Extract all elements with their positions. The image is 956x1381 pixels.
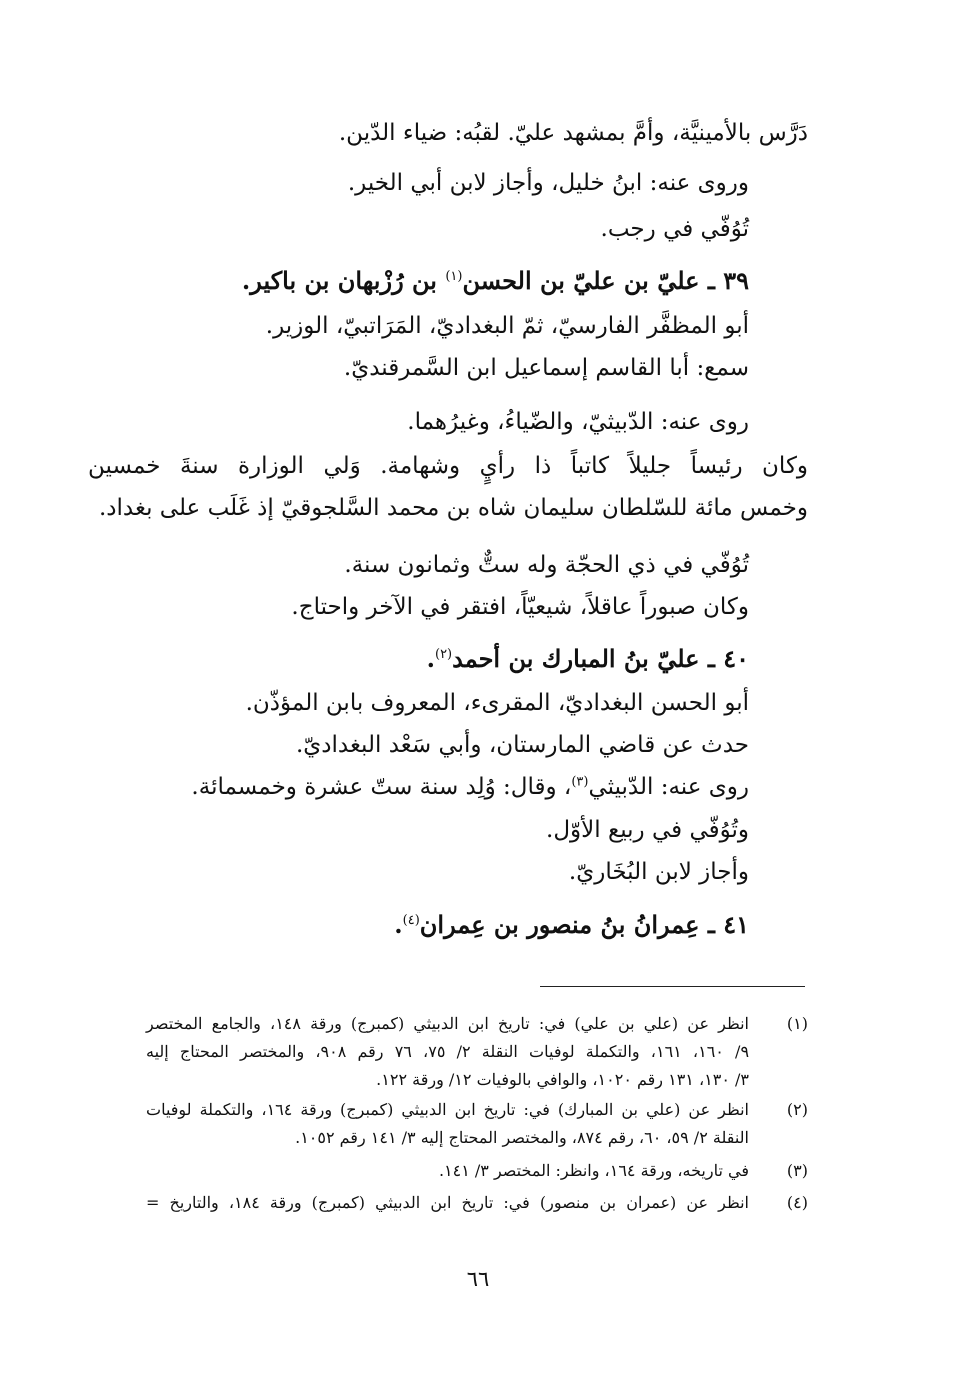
body-line: تُوُفّي في ذي الحجّة وله ستٌّ وثمانون سنة.	[344, 552, 749, 578]
body-line: روى عنه: الدّبيثيّ، والضّياءُ، وغيرُهما.	[407, 409, 749, 435]
body-line: سمع: أبا القاسم إسماعيل ابن السَّمرقنديّ.	[343, 355, 749, 381]
footnote-line: النقلة ٢/ ٥٩، ٦٠، رقم ٨٧٤، والمختصر المحتاج إليه ٣/ ١٤١ رقم ١٠٥٢.	[295, 1128, 749, 1147]
footnote-line: ٣/ ١٣٠، ١٣١ رقم ١٠٢٠، والوافي بالوفيات ١٢/ ورقة ١٢٢.	[376, 1070, 749, 1089]
footnote-line: انظر عن (عمران بن منصور) في: تاريخ ابن الدبيثي (كمبرج) ورقة ١٨٤، والتاريخ =	[146, 1193, 750, 1212]
body-line: وكان رئيساً جليلاً كاتباً ذا رأيٍ وشهامة. وَلي الوزارة سنةَ خمسين	[88, 453, 808, 479]
footnote-divider	[540, 986, 805, 987]
body-line: وتُوُفّي في ربيع الأوّل.	[546, 817, 749, 843]
body-line: وأجاز لابن البُخَاريّ.	[568, 859, 749, 885]
page-number: ٦٦	[466, 1267, 490, 1291]
footnote-line: ٩/ ١٦٠، ١٦١، والتكملة لوفيات النقلة ٢/ ٧٥، ٧٦ رقم ٩٠٨، والمختصر المحتاج إليه	[146, 1042, 750, 1061]
footnote-number: (٣)	[786, 1161, 808, 1180]
body-line: وخمس مائة للسّلطان سليمان شاه بن محمد السَّلجوقيّ إذ غَلَب على بغداد.	[98, 495, 808, 521]
entry-heading-41: ٤١ ـ عِمرانُ بنُ منصور بن عِمران$^{(٤)}$.	[394, 910, 749, 939]
footnote-line: انظر عن (علي بن علي) في: تاريخ ابن الدبيثي (كمبرج) ورقة ١٤٨، والجامع المختصر	[146, 1014, 749, 1033]
body-line: تُوُفّي في رجب.	[600, 216, 749, 242]
footnote-line: انظر عن (علي بن المبارك) في: تاريخ ابن الدبيثي (كمبرج) ورقة ١٦٤، والتكملة لوفيات	[146, 1100, 749, 1119]
footnote-ref: (٤)	[402, 913, 420, 928]
footnote-line: في تاريخه، ورقة ١٦٤، وانظر: المختصر ٣/ ١٤١.	[438, 1161, 749, 1180]
body-line: أبو المظفَّر الفارسيّ، ثمّ البغداديّ، المَرَاتبيّ، الوزير.	[265, 313, 749, 339]
body-line: حدث عن قاضي المارستان، وأبي سَعْد البغداديّ.	[295, 732, 749, 758]
body-line: وروى عنه: ابنُ خليل، وأجاز لابن أبي الخير.	[347, 170, 749, 196]
body-line: أبو الحسن البغداديّ، المقرىء، المعروف بابن المؤذّن.	[245, 690, 749, 716]
footnote-number: (٤)	[786, 1193, 808, 1212]
body-line: دَرَّس بالأمينيَّة، وأمَّ بمشهد عليّ. لقبُه: ضياء الدّين.	[338, 120, 808, 146]
body-line: روى عنه: الدّبيثي$^{(٣)}$، وقال: وُلِد سنة ستّ عشرة وخمسمائة.	[191, 774, 749, 800]
body-line: وكان صبوراً عاقلاً، شيعيّاً، افتقر في الآخر واحتاج.	[291, 594, 749, 620]
footnote-number: (٢)	[786, 1100, 808, 1119]
entry-heading-40: ٤٠ ـ عليّ بنُ المبارك بن أحمد$^{(٢)}$.	[426, 644, 749, 673]
footnote-ref: (١)	[445, 269, 463, 284]
footnote-ref: (٢)	[434, 647, 453, 662]
footnote-number: (١)	[786, 1014, 808, 1033]
footnote-ref: (٣)	[571, 774, 589, 790]
entry-heading-39: ٣٩ ـ عليّ بن عليّ بن الحسن$^{(١)}$ بن رُزْبهان بن باكير.	[241, 266, 749, 295]
